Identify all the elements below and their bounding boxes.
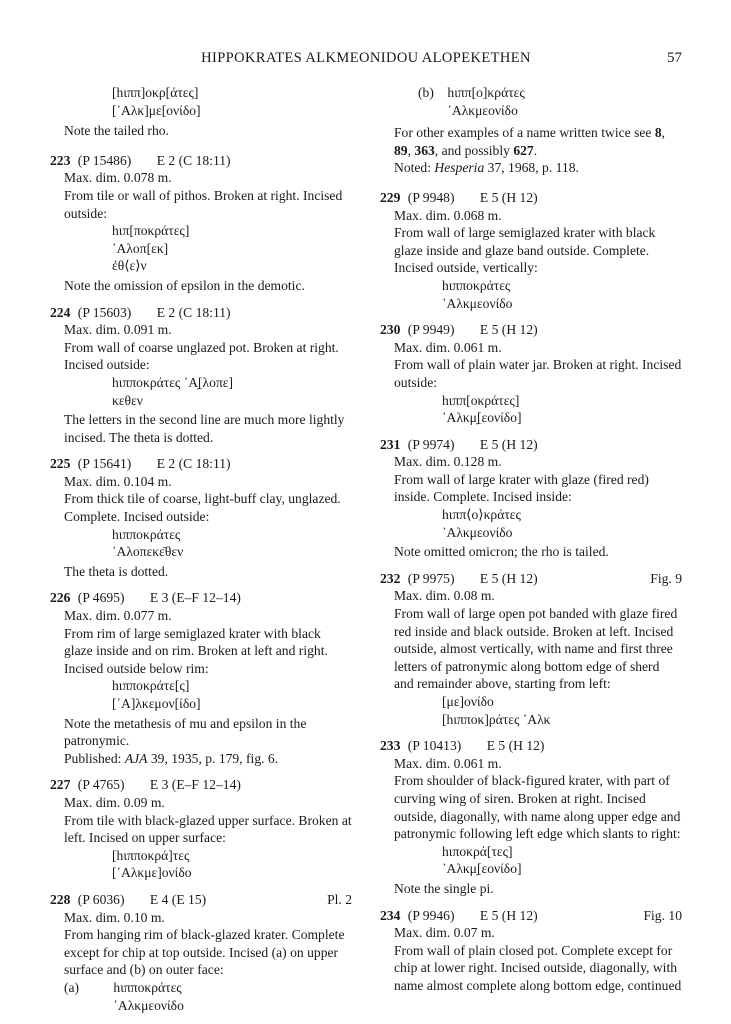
- entry-description: From wall of plain water jar. Broken at right. Incised outside:: [394, 357, 682, 390]
- entry-inscription: [442, 506, 682, 541]
- entry-inscription: [64, 979, 352, 1014]
- entry-dimension: Max. dim. 0.078 m.: [64, 170, 172, 186]
- entry-number: 233: [380, 738, 401, 754]
- entry-note: Note omitted omicron; the rho is tailed.: [394, 544, 609, 560]
- inscription-label: (a): [64, 979, 80, 995]
- entry-dimension: Max. dim. 0.07 m.: [394, 925, 495, 941]
- entry-inventory: (P 4765): [77, 777, 125, 793]
- entry-inscription: [112, 374, 352, 409]
- entry-number: 231: [380, 436, 401, 452]
- entry-number: 224: [50, 304, 71, 320]
- inscription-label: (b): [418, 85, 434, 100]
- entry-header: [50, 304, 352, 322]
- entry-header: [50, 776, 352, 794]
- catalog-entry-231: [380, 436, 682, 561]
- entry-header: [50, 589, 352, 607]
- inscription-line: [᾿Αλκμε]ονίδο: [112, 865, 192, 881]
- entry-inscription: [442, 693, 682, 728]
- page-header: [50, 50, 682, 72]
- entry-inscription: [112, 677, 352, 712]
- inscription-line: [hιππ]οκρ[άτες]: [112, 85, 199, 100]
- inscription-line: ᾿Αλοπ[εκ]: [112, 240, 169, 256]
- entry-deposit: E 5 (H 12): [479, 322, 538, 338]
- entry-inventory: (P 10413): [407, 738, 462, 754]
- entry-description: From hanging rim of black-glazed krater. Complete except for chip at top outside. Incised (a) on upper surface and (b) on outer face:: [64, 927, 345, 978]
- cross-reference[interactable]: 89: [394, 142, 408, 158]
- entry-deposit: E 4 (E 15): [149, 891, 207, 907]
- entry-inventory: (P 9948): [407, 189, 455, 205]
- entry-inscription: [112, 222, 352, 275]
- entry-dimension: Max. dim. 0.077 m.: [64, 608, 172, 624]
- inscription-line: [με]ονίδο: [442, 694, 494, 709]
- entry-deposit: E 2 (C 18:11): [156, 304, 231, 320]
- entry-number: 226: [50, 590, 71, 606]
- entry-number: 234: [380, 907, 401, 923]
- entry-note: The theta is dotted.: [64, 563, 169, 579]
- entry-header: [50, 152, 352, 170]
- entry-dimension: Max. dim. 0.061 m.: [394, 755, 502, 771]
- entry-inscription: [112, 526, 352, 561]
- entry-header: [380, 189, 682, 207]
- catalog-entry-232: [380, 570, 682, 728]
- entry-inventory: (P 15641): [77, 456, 132, 472]
- entry-inscription: [442, 843, 682, 878]
- note-text: For other examples of a name written twice see: [394, 125, 655, 141]
- running-title: HIPPOKRATES ALKMEONIDOU ALOPEKETHEN: [201, 50, 531, 66]
- left-column: [50, 84, 352, 1014]
- entry-number: 230: [380, 322, 401, 338]
- inscription-line: ᾿Αλκμεονίδο: [442, 524, 513, 540]
- entry-number: 232: [380, 570, 401, 586]
- entry-publication: [64, 750, 352, 768]
- inscription-line: ᾿Αλκμ̣[εονίδο]: [442, 410, 522, 426]
- inscription-line: ᾿Αλκμεονίδο: [113, 997, 184, 1013]
- entry-inventory: (P 15603): [77, 304, 132, 320]
- inscription-line: ᾿Αλκμ̣[εονίδο]: [442, 861, 522, 877]
- entry-deposit: E 5 (H 12): [479, 436, 538, 452]
- entry-dimension: Max. dim. 0.068 m.: [394, 207, 502, 223]
- inscription-line: [hιπποκ]ράτες ᾿Αλκ: [442, 711, 551, 727]
- inscription-line: hιππ[ο]κράτες: [447, 85, 525, 100]
- inscription-line: hιπποκράτες ᾿Α̣[λοπε]: [112, 374, 234, 390]
- catalog-entry-223: [50, 152, 352, 295]
- catalog-entry-226: [50, 589, 352, 767]
- publication-journal: AJA: [124, 750, 148, 766]
- entry-deposit: E 5 (H 12): [486, 738, 545, 754]
- entry-dimension: Max. dim. 0.08 m.: [394, 588, 495, 604]
- entry-number: 229: [380, 189, 401, 205]
- entry-deposit: E 5 (H 12): [479, 189, 538, 205]
- catalog-entry-227: [50, 776, 352, 882]
- inscription-line: κεθεν: [112, 392, 143, 408]
- note-text: .: [533, 142, 538, 158]
- entry-inventory: (P 6036): [77, 891, 125, 907]
- entry-header: [380, 321, 682, 339]
- inscription-line: ᾿Αλοπεκε̄θεν: [112, 544, 184, 560]
- noted-citation: 37, 1968, p. 118.: [484, 160, 579, 176]
- entry-header: [380, 737, 682, 755]
- inscription-line: hιπποκράτες: [112, 526, 181, 542]
- entry-inscription: [442, 277, 682, 312]
- page-number: 57: [667, 50, 682, 66]
- inscription-line: [᾿Αλκ]με[ονίδο]: [112, 102, 201, 118]
- entry-number: 228: [50, 891, 71, 907]
- publication-citation: 39, 1935, p. 179, fig. 6.: [147, 750, 279, 766]
- entry-description: From thick tile of coarse, light-buff clay, unglazed. Complete. Incised outside:: [64, 491, 341, 525]
- catalog-entry-233: [380, 737, 682, 897]
- entry-description: From shoulder of black-figured krater, with part of curving wing of siren. Broken at right. Incised outside, diagonally, with name along upper edge and patronymic following left edge which slants to right:: [394, 773, 681, 842]
- entry-header: [380, 570, 682, 588]
- inscription-line: ᾿Αλκμεονίδο: [442, 295, 513, 311]
- entry-description: From wall of large open pot banded with glaze fired red inside and black outside. Broken at left. Incised outside, almost vertically, with name and first three letters of patronymic along bottom edge of sherd and remainder above, starting from left:: [394, 606, 678, 692]
- entry-description: From tile or wall of pithos. Broken at right. Incised outside:: [64, 187, 343, 221]
- entry-deposit: E 5 (H 12): [479, 907, 538, 923]
- inscription-line: ἐθ⟨ε⟩ν: [112, 258, 147, 274]
- entry-dimension: Max. dim. 0.10 m.: [64, 909, 165, 925]
- noted-journal: Hesperia: [434, 160, 485, 176]
- noted-prefix: Noted:: [394, 160, 435, 176]
- entry-header: [50, 891, 352, 909]
- entry-plate-ref: Pl. 2: [327, 891, 352, 907]
- catalog-entry-225: [50, 455, 352, 580]
- entry-header: [50, 455, 352, 473]
- entry-description: From wall of coarse unglazed pot. Broken at right. Incised outside:: [64, 339, 339, 373]
- entry-dimension: Max. dim. 0.09 m.: [64, 794, 165, 810]
- inscription-line: [᾿Α]λκεμον[ίδο]: [112, 696, 201, 711]
- entry-number: 223: [50, 152, 71, 168]
- catalog-entry-228: [50, 891, 352, 1014]
- entry-inventory: (P 9946): [407, 907, 455, 923]
- cross-reference[interactable]: 627: [513, 142, 534, 158]
- entry-inscription: [442, 392, 682, 427]
- entry-dimension: Max. dim. 0.128 m.: [394, 454, 502, 470]
- entry-inventory: (P 4695): [77, 590, 125, 606]
- entry-deposit: E 5 (H 12): [479, 570, 538, 586]
- entry-note: Note the omission of epsilon in the demotic.: [64, 277, 305, 293]
- entry-dimension: Max. dim. 0.061 m.: [394, 339, 502, 355]
- entry-dimension: Max. dim. 0.104 m.: [64, 473, 172, 489]
- entry-note: The letters in the second line are much more lightly incised. The theta is dotted.: [64, 412, 345, 445]
- entry-note: Note the metathesis of mu and epsilon in the patronymic.: [64, 715, 307, 749]
- cross-reference[interactable]: 363: [414, 142, 435, 158]
- entry-deposit: E 3 (E–F 12–14): [149, 590, 241, 606]
- entry-deposit: E 3 (E–F 12–14): [149, 777, 241, 793]
- entry-inventory: (P 9974): [407, 436, 455, 452]
- catalog-entry-234: [380, 907, 682, 995]
- entry-header: [380, 436, 682, 454]
- catalog-entry-230: [380, 321, 682, 427]
- inscription-line: hιπποκράτε[ς]: [112, 678, 190, 694]
- entry-figure-ref: Fig. 10: [643, 907, 682, 923]
- entry-inscription: [112, 847, 352, 882]
- entry-description: From wall of plain closed pot. Complete except for chip at lower right. Incised outside, diagonally, with name almost complete along bottom edge, continued: [394, 942, 682, 993]
- inscription-line: hιπποκράτες: [113, 979, 182, 995]
- entry-description: From rim of large semiglazed krater with black glaze inside and on rim. Broken at left and right. Incised outside below rim:: [64, 625, 328, 676]
- publication-prefix: Published:: [64, 750, 125, 766]
- carryover-inscription: [112, 84, 352, 119]
- entry-number: 225: [50, 456, 71, 472]
- entry-note: Note the single pi.: [394, 880, 494, 896]
- entry-number: 227: [50, 777, 71, 793]
- inscription-line: hιππ⟨ο⟩κράτες: [442, 507, 521, 523]
- entry-deposit: E 2 (C 18:11): [156, 456, 231, 472]
- entry-figure-ref: Fig. 9: [650, 570, 682, 586]
- catalog-entry-229: [380, 189, 682, 312]
- carryover-inscription: [418, 84, 682, 119]
- entry-description: From wall of large krater with glaze (fired red) inside. Complete. Incised inside:: [394, 471, 649, 505]
- inscription-line: hιποκρά[τες]: [442, 843, 513, 859]
- entry-description: From wall of large semiglazed krater with black glaze inside and glaze band outside. Complete. Incised outside, vertically:: [394, 225, 656, 276]
- entry-deposit: E 2 (C 18:11): [156, 152, 231, 168]
- entry-dimension: Max. dim. 0.091 m.: [64, 322, 172, 338]
- carryover-noted: [394, 159, 682, 177]
- cross-reference[interactable]: 8: [654, 125, 662, 141]
- catalog-entry-224: [50, 304, 352, 447]
- entry-inventory: (P 9975): [407, 570, 455, 586]
- inscription-line: hιππ[οκράτες]: [442, 392, 520, 408]
- inscription-line: hιπποκράτες: [442, 277, 511, 293]
- inscription-line: hιπ[ποκράτες]: [112, 223, 190, 239]
- note-text: , and possibly: [434, 142, 514, 158]
- right-column: [380, 84, 682, 995]
- carryover-note: Note the tailed rho.: [64, 123, 169, 139]
- inscription-line: [hιπποκρά]τες: [112, 847, 190, 863]
- carryover-note: For other examples of a name written twice see 8, 89, 363, and possibly 627.: [394, 125, 666, 158]
- inscription-line: ᾿Αλκμεονίδο: [447, 102, 518, 118]
- entry-description: From tile with black-glazed upper surface. Broken at left. Incised on upper surface:: [64, 812, 352, 846]
- entry-inventory: (P 15486): [77, 152, 132, 168]
- entry-header: [380, 907, 682, 925]
- entry-inventory: (P 9949): [407, 322, 455, 338]
